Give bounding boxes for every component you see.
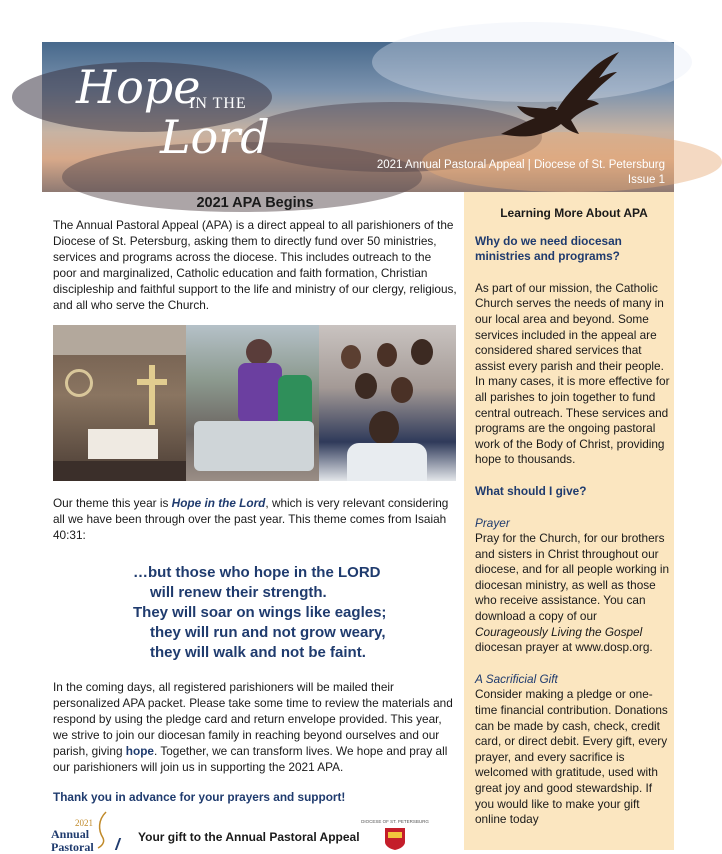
footer-gift-text: Your gift to the Annual Pastoral Appeal: [138, 830, 360, 844]
logo-line-pastoral: Pastoral: [51, 840, 94, 854]
outreach-photo: [186, 325, 319, 481]
gift-subheading: A Sacrificial Gift: [475, 671, 558, 686]
verse-line: They will soar on wings like eagles;: [133, 604, 387, 621]
prayer-text-before: Pray for the Church, for our brothers and sisters in Christ throughout our diocese, and for all people working in diocesan ministry, as well as those who receive assistance. You can download a copy of our: [475, 531, 670, 624]
prayer-title: Courageously Living the Gospel: [475, 624, 643, 639]
scripture-verse: [53, 563, 457, 663]
logo-year: 2021: [75, 818, 93, 828]
answer-diocesan-ministries: As part of our mission, the Catholic Church serves the needs of many in our local area and beyond. Some services included in the appeal are considered shared services that assist every parish and their people. In many cases, it is more effective for all parishes to join together to fund central outreach. These services and programs are the ongoing pastoral work of the Body of Christ, providing hope to thousands.: [475, 280, 670, 467]
gift-paragraph: Consider making a pledge or one-time financial contribution. Donations can be made by cash, check, credit card, or direct debit. Every gift, every prayer, and every sacrifice is welcomed with gratitude, used with great joy and good stewardship. If you would like to make your gift online today: [475, 687, 668, 827]
theme-name: Hope in the Lord: [171, 496, 266, 510]
main-article: [53, 195, 457, 805]
banner-caption: [377, 158, 665, 188]
prayer-text-after: diocesan prayer at www.dosp.org.: [475, 640, 653, 655]
intro-paragraph: The Annual Pastoral Appeal (APA) is a direct appeal to all parishioners of the Diocese of St. Petersburg, asking them to directly fund over 50 ministries, services and programs across the diocese. This includes outreach to the poor and marginalized, Catholic education and faith formation, Christian discipleship and faithful support to the life and ministry of our clergy, religious, and all who serve the Church.: [53, 218, 457, 312]
prayer-subheading: Prayer: [475, 515, 510, 530]
banner-title-in-the: IN THE: [189, 95, 247, 112]
eagle-icon: [487, 48, 627, 158]
sidebar-panel: [464, 192, 674, 850]
question-what-to-give: What should I give?: [475, 483, 587, 498]
thanks-line: Thank you in advance for your prayers and support!: [53, 790, 346, 804]
hope-emphasis: hope: [125, 744, 154, 758]
banner-title-lord: Lord: [160, 110, 270, 164]
banner-caption-issue: Issue 1: [627, 174, 665, 186]
verse-line: will renew their strength.: [150, 584, 327, 601]
banner-caption-appeal: 2021 Annual Pastoral Appeal | Diocese of St. Petersburg: [376, 159, 665, 171]
theme-text-after: , which is very relevant considering all we have been through over the past year. This theme comes from Isaiah 40:31:: [53, 496, 449, 542]
verse-line: they will walk and not be faint.: [150, 644, 366, 661]
verse-line: they will run and not grow weary,: [150, 624, 386, 641]
prayer-paragraph: [475, 531, 673, 656]
question-diocesan-ministries: Why do we need diocesan ministries and programs?: [475, 233, 622, 264]
sidebar-heading: Learning More About APA: [500, 206, 648, 220]
packet-text-before: In the coming days, all registered parishioners will be mailed their personalized APA packet. Please take some time to review the materials and respond by using the pledge card and return envelope provided. This year, we strive to join our diocesan family in reaching beyond ourselves and our parish, giving: [53, 680, 453, 758]
logo-mark-icon: [115, 838, 133, 850]
group-photo: [319, 325, 456, 481]
packet-text-after: . Together, we can transform lives. We hope and pray all our parishioners will join us in supporting the 2021 APA.: [53, 744, 448, 774]
photo-strip: [53, 325, 456, 481]
packet-paragraph: [53, 679, 457, 775]
diocese-seal: [361, 816, 429, 850]
verse-line: …but those who hope in the LORD: [133, 564, 381, 581]
article-heading: 2021 APA Begins: [196, 195, 314, 211]
theme-text-before: Our theme this year is: [53, 496, 172, 510]
apa-logo: [51, 818, 93, 854]
seal-text: DIOCESE OF ST. PETERSBURG: [361, 819, 429, 824]
banner-title-hope: Hope: [76, 60, 201, 114]
logo-flourish-icon: [96, 810, 110, 850]
header-banner: [42, 42, 674, 192]
logo-line-annual: Annual: [51, 827, 90, 841]
theme-paragraph: [53, 495, 457, 543]
altar-photo: [53, 325, 186, 481]
